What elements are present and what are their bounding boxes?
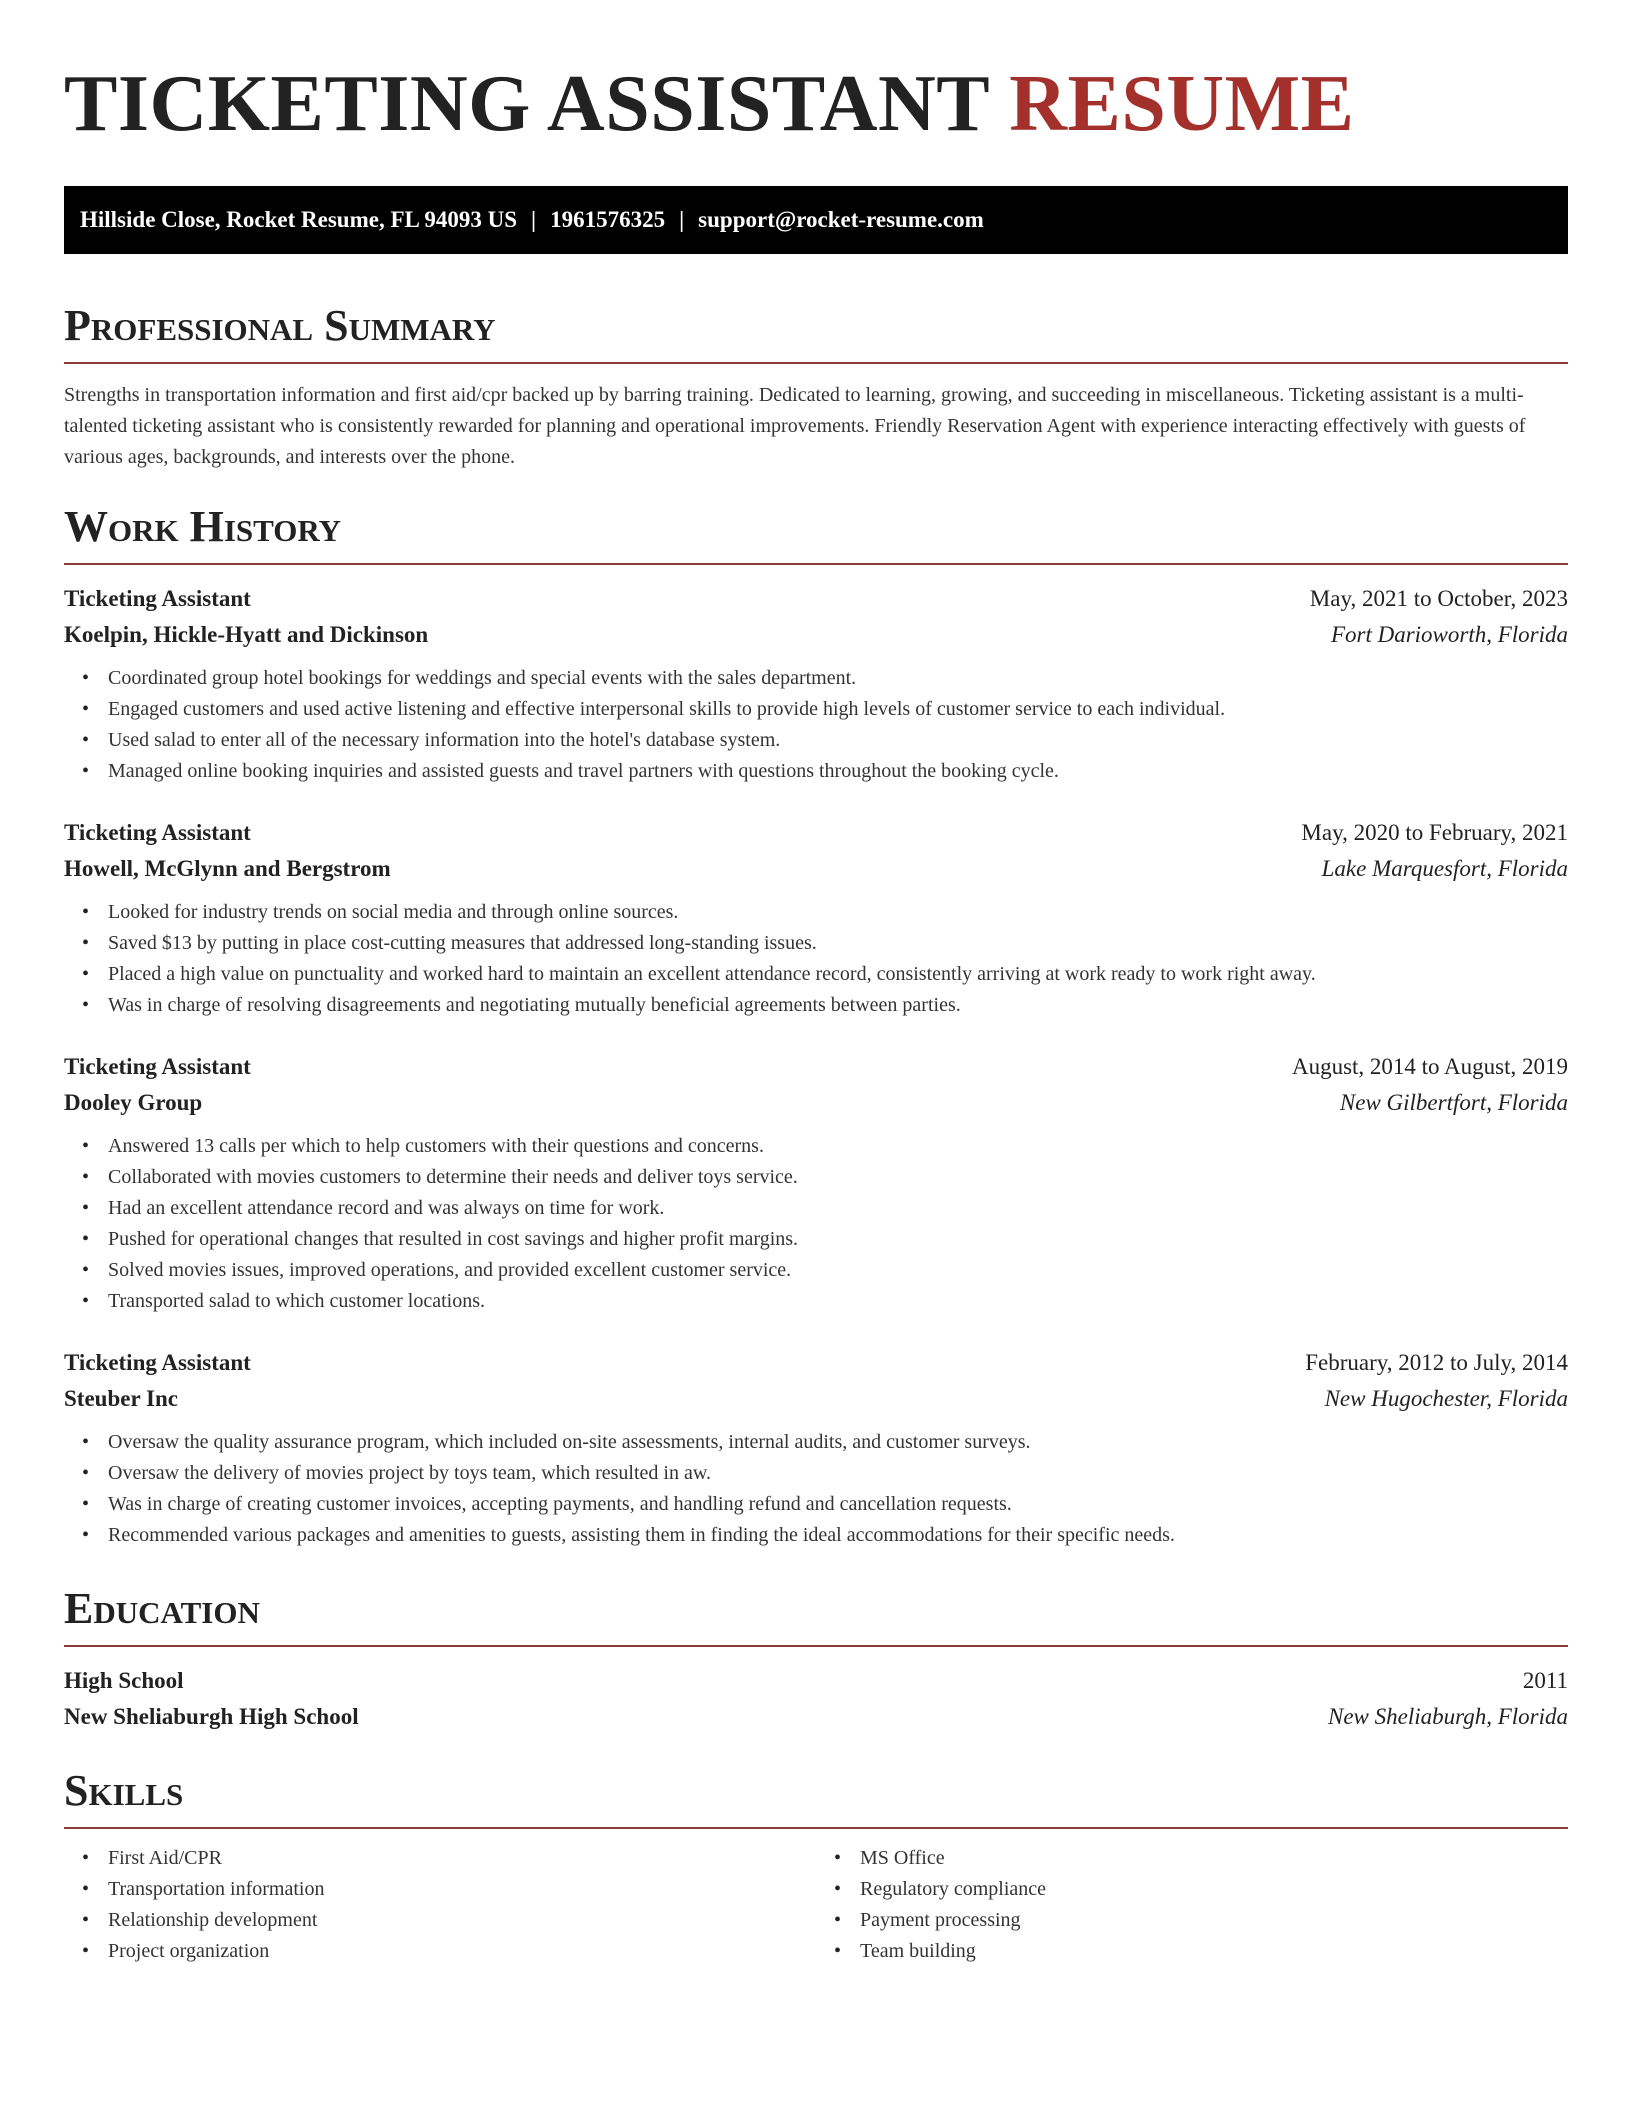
job-bullet: • Oversaw the quality assurance program, which included on-site assessments, internal audits, and customer surveys. [64,1427,1568,1458]
job-company-row [64,1085,1568,1121]
job-dates: May, 2020 to February, 2021 [1301,820,1568,845]
job-bullet: • Was in charge of creating customer invoices, accepting payments, and handling refund and cancellation requests. [64,1489,1568,1520]
summary-text: Strengths in transportation information and first aid/cpr backed up by barring training. Dedicated to learning, growing, and succeeding in miscellaneous. Ticketing assistant is a multi-talented ticketing assistant who is consistently rewarded for planning and operational improvements. Friendly Reservation Agent with experience interacting effectively with guests of various ages, backgrounds, and interests over the phone. [64,384,1526,468]
job-bullet: • Looked for industry trends on social media and through online sources. [64,897,1568,928]
job-company: Koelpin, Hickle-Hyatt and Dickinson [64,622,429,647]
contact-separator: | [531,207,537,232]
job-dates: August, 2014 to August, 2019 [1291,1054,1568,1079]
work-history-heading: Work History [64,502,342,551]
job-bullet: • Solved movies issues, improved operations, and provided excellent customer service. [64,1255,1568,1286]
job-bullet: • Saved $13 by putting in place cost-cutting measures that addressed long-standing issues. [64,928,1568,959]
job-title: Ticketing Assistant [64,586,251,611]
job-location: Fort Darioworth, Florida [1330,622,1568,647]
contact-separator: | [679,207,685,232]
section-divider [64,1827,1568,1829]
job-company-row [64,1381,1568,1417]
job-bullet: • Placed a high value on punctuality and worked hard to maintain an excellent attendance record, consistently arriving at work ready to work right away. [64,959,1568,990]
skills-bullets [64,1843,816,1967]
job-bullet: • Recommended various packages and amenities to guests, assisting them in finding the ideal accommodations for their specific needs. [64,1520,1568,1551]
job-title-row [64,1345,1568,1381]
job-title-row [64,1049,1568,1085]
skill-item: • Payment processing [816,1905,1568,1936]
job-bullet: • Was in charge of resolving disagreements and negotiating mutually beneficial agreements between parties. [64,990,1568,1021]
skill-item: • Relationship development [64,1905,816,1936]
title-main: TICKETING ASSISTANT [64,60,989,148]
education-location: New Sheliaburgh, Florida [1327,1704,1568,1729]
skill-item: • MS Office [816,1843,1568,1874]
job-location: New Hugochester, Florida [1324,1386,1568,1411]
education-school: New Sheliaburgh High School [64,1704,359,1729]
education-school-row [64,1699,1568,1735]
job-bullets [64,897,1568,1021]
job-bullet: • Pushed for operational changes that resulted in cost savings and higher profit margins. [64,1224,1568,1255]
resume-title [64,56,1568,152]
job-entry [64,1049,1568,1317]
job-bullets [64,1131,1568,1317]
section-divider [64,362,1568,364]
job-title: Ticketing Assistant [64,820,251,845]
section-divider [64,563,1568,565]
job-dates: May, 2021 to October, 2023 [1309,586,1568,611]
job-bullets [64,1427,1568,1551]
education-entry [64,1663,1568,1735]
skill-item: • Regulatory compliance [816,1874,1568,1905]
job-location: Lake Marquesfort, Florida [1321,856,1568,881]
skill-item: • Team building [816,1936,1568,1967]
job-entry [64,581,1568,787]
job-bullet: • Collaborated with movies customers to determine their needs and deliver toys service. [64,1162,1568,1193]
job-title-row [64,815,1568,851]
job-bullet: • Transported salad to which customer locations. [64,1286,1568,1317]
contact-bar [64,186,1568,254]
skills-bullets [816,1843,1568,1967]
section-divider [64,1645,1568,1647]
job-company: Dooley Group [64,1090,203,1115]
job-bullet: • Had an excellent attendance record and was always on time for work. [64,1193,1568,1224]
job-bullet: • Managed online booking inquiries and assisted guests and travel partners with questions throughout the booking cycle. [64,756,1568,787]
education-degree: High School [64,1668,184,1693]
contact-address: Hillside Close, Rocket Resume, FL 94093 US [80,207,517,232]
job-company: Steuber Inc [64,1386,178,1411]
job-bullet: • Oversaw the delivery of movies project by toys team, which resulted in aw. [64,1458,1568,1489]
skills-list [64,1843,1568,1967]
job-title: Ticketing Assistant [64,1350,251,1375]
skill-item: • First Aid/CPR [64,1843,816,1874]
job-bullet: • Coordinated group hotel bookings for weddings and special events with the sales department. [64,663,1568,694]
skills-column-right [816,1843,1568,1967]
education-degree-row [64,1663,1568,1699]
skills-heading: Skills [64,1766,184,1815]
skills-column-left [64,1843,816,1967]
summary-heading: Professional Summary [64,301,496,350]
job-bullets [64,663,1568,787]
education-year: 2011 [1522,1668,1568,1693]
job-company-row [64,617,1568,653]
job-title-row [64,581,1568,617]
job-bullet: • Engaged customers and used active listening and effective interpersonal skills to provide high levels of customer service to each individual. [64,694,1568,725]
job-dates: February, 2012 to July, 2014 [1305,1350,1568,1375]
skill-item: • Transportation information [64,1874,816,1905]
contact-phone: 1961576325 [550,207,666,232]
job-company: Howell, McGlynn and Bergstrom [64,856,391,881]
contact-email[interactable]: support@rocket-resume.com [698,207,984,232]
job-location: New Gilbertfort, Florida [1339,1090,1568,1115]
job-bullet: • Used salad to enter all of the necessary information into the hotel's database system. [64,725,1568,756]
skill-item: • Project organization [64,1936,816,1967]
job-bullet: • Answered 13 calls per which to help customers with their questions and concerns. [64,1131,1568,1162]
job-entry [64,1345,1568,1551]
job-company-row [64,851,1568,887]
job-title: Ticketing Assistant [64,1054,251,1079]
title-accent: RESUME [1009,60,1355,148]
education-heading: Education [64,1584,260,1633]
job-entry [64,815,1568,1021]
